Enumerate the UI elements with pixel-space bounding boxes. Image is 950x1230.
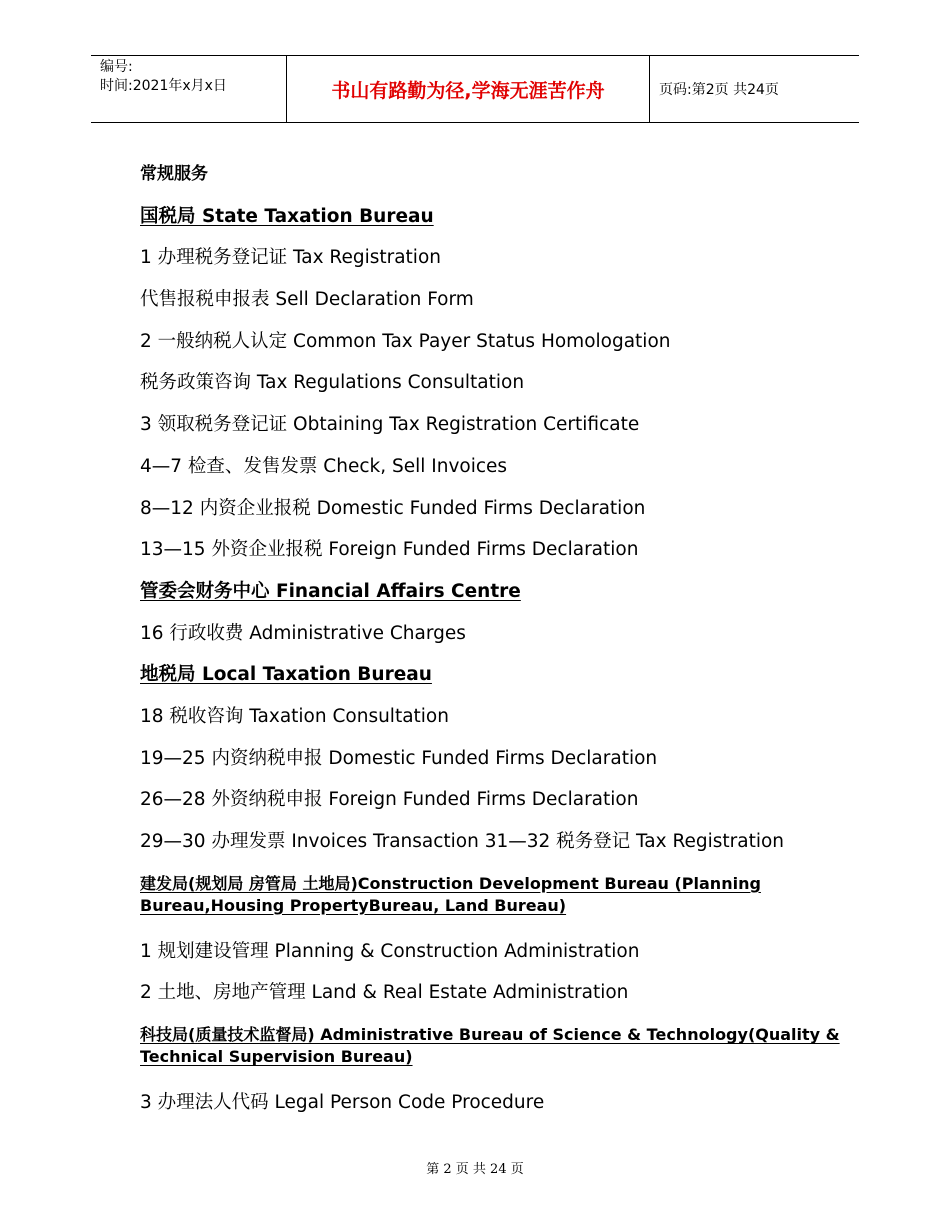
list-item: 26—28 外资纳税申报 Foreign Funded Firms Declaration: [140, 789, 639, 811]
list-item: 16 行政收费 Administrative Charges: [140, 622, 466, 644]
list-item: 19—25 内资纳税申报 Domestic Funded Firms Declaration: [140, 747, 658, 769]
list-item: 3 办理法人代码 Legal Person Code Procedure: [140, 1092, 545, 1114]
section-heading-financial: 管委会财务中心 Financial Affairs Centre: [140, 580, 521, 602]
section-heading-construction: 建发局(规划局 房管局 土地局)Construction Development Bureau (Planning Bureau,Housing PropertyBureau, Land Bureau): [140, 873, 761, 915]
header-page-number: 页码:第2页 共24页: [659, 82, 779, 98]
document-time-label: 时间:2021年x月x日: [100, 78, 227, 94]
section-heading-science: 科技局(质量技术监督局) Administrative Bureau of Science & Technology(Quality & Technical Supervision Bureau): [140, 1025, 840, 1067]
section-heading-state-tax: 国税局 State Taxation Bureau: [140, 205, 434, 227]
section-heading-local-tax: 地税局 Local Taxation Bureau: [140, 664, 432, 686]
list-item: 3 领取税务登记证 Obtaining Tax Registration Certificate: [140, 414, 640, 436]
list-item: 18 税收咨询 Taxation Consultation: [140, 705, 449, 727]
list-item: 2 一般纳税人认定 Common Tax Payer Status Homologation: [140, 330, 671, 352]
header-meta: [91, 56, 287, 122]
list-item: 税务政策咨询 Tax Regulations Consultation: [140, 372, 525, 394]
list-item: 8—12 内资企业报税 Domestic Funded Firms Declaration: [140, 497, 646, 519]
list-item: 代售报税申报表 Sell Declaration Form: [140, 289, 474, 311]
page-header: [91, 55, 859, 123]
header-motto: 书山有路勤为径,学海无涯苦作舟: [287, 56, 650, 122]
list-item: 1 办理税务登记证 Tax Registration: [140, 247, 441, 269]
document-number-label: 编号:: [100, 59, 133, 75]
document-body: [140, 154, 860, 1124]
document-title: 常规服务: [140, 164, 208, 184]
list-item: 13—15 外资企业报税 Foreign Funded Firms Declaration: [140, 539, 639, 561]
list-item: 4—7 检查、发售发票 Check, Sell Invoices: [140, 455, 508, 477]
list-item: 1 规划建设管理 Planning & Construction Administration: [140, 940, 640, 962]
list-item: 29—30 办理发票 Invoices Transaction 31—32 税务登记 Tax Registration: [140, 831, 785, 852]
page-footer: 第 2 页 共 24 页: [426, 1162, 524, 1177]
list-item: 2 土地、房地产管理 Land & Real Estate Administration: [140, 982, 629, 1004]
